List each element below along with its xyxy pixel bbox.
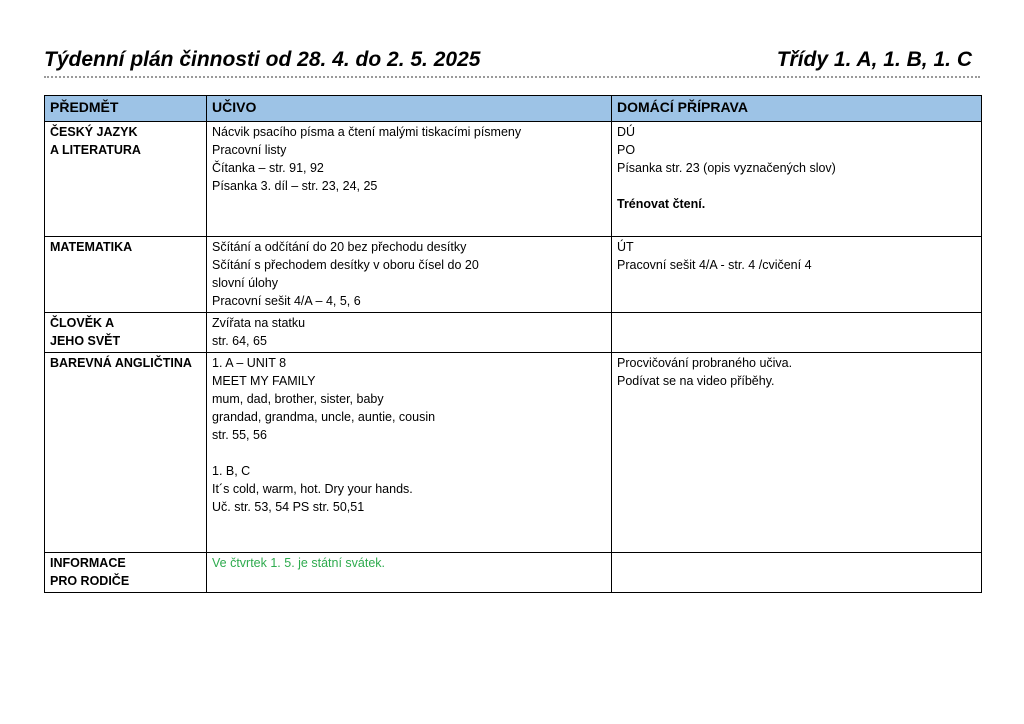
subject-cell [45, 237, 207, 313]
column-header-homework: DOMÁCÍ PŘÍPRAVA [612, 96, 982, 122]
curriculum-line: str. 55, 56 [212, 428, 267, 442]
curriculum-cell [207, 122, 612, 237]
homework-cell [612, 553, 982, 593]
homework-line: Trénovat čtení. [617, 197, 706, 211]
subject-line: ČLOVĚK A [50, 316, 115, 330]
subject-line: A LITERATURA [50, 143, 141, 157]
curriculum-line: Uč. str. 53, 54 PS str. 50,51 [212, 500, 365, 514]
curriculum-line: Písanka 3. díl – str. 23, 24, 25 [212, 179, 378, 193]
parents-note: Ve čtvrtek 1. 5. je státní svátek. [212, 556, 385, 570]
curriculum-line: Sčítání a odčítání do 20 bez přechodu desítky [212, 240, 467, 254]
subject-cell [45, 122, 207, 237]
homework-line [617, 177, 976, 195]
homework-cell [612, 122, 982, 237]
classes-label: Třídy 1. A, 1. B, 1. C [776, 48, 972, 71]
curriculum-line: Zvířata na statku [212, 316, 306, 330]
table-row [45, 313, 982, 353]
page-header [44, 46, 972, 74]
curriculum-line: 1. A – UNIT 8 [212, 356, 287, 370]
homework-cell [612, 353, 982, 553]
subject-line: ČESKÝ JAZYK [50, 125, 138, 139]
curriculum-line: Čítanka – str. 91, 92 [212, 161, 324, 175]
subject-cell [45, 313, 207, 353]
curriculum-line: Pracovní sešit 4/A – 4, 5, 6 [212, 294, 361, 308]
curriculum-line: Pracovní listy [212, 143, 287, 157]
curriculum-cell [207, 313, 612, 353]
table-row [45, 122, 982, 237]
homework-cell [612, 313, 982, 353]
homework-cell [612, 237, 982, 313]
homework-line: Písanka str. 23 (opis vyznačených slov) [617, 161, 836, 175]
curriculum-line: Sčítání s přechodem desítky v oboru čísel do 20 [212, 258, 479, 272]
table-header-row [45, 96, 982, 122]
table-row [45, 353, 982, 553]
homework-line: Procvičování probraného učiva. [617, 356, 793, 370]
curriculum-line: slovní úlohy [212, 276, 279, 290]
subject-line: PRO RODIČE [50, 574, 130, 588]
page-title: Týdenní plán činnosti od 28. 4. do 2. 5. 2025 [44, 48, 481, 71]
dotted-divider [44, 76, 980, 78]
curriculum-line: grandad, grandma, uncle, auntie, cousin [212, 410, 436, 424]
curriculum-line: str. 64, 65 [212, 334, 267, 348]
table-row [45, 553, 982, 593]
curriculum-line: Nácvik psacího písma a čtení malými tiskacími písmeny [212, 125, 522, 139]
subject-cell [45, 553, 207, 593]
subject-line: JEHO SVĚT [50, 334, 121, 348]
column-header-curriculum: UČIVO [207, 96, 612, 122]
weekly-plan-table [44, 95, 982, 593]
curriculum-cell [207, 553, 612, 593]
curriculum-line: It´s cold, warm, hot. Dry your hands. [212, 482, 413, 496]
curriculum-cell [207, 353, 612, 553]
curriculum-line: mum, dad, brother, sister, baby [212, 392, 384, 406]
homework-line: PO [617, 143, 636, 157]
curriculum-cell [207, 237, 612, 313]
homework-line: Pracovní sešit 4/A - str. 4 /cvičení 4 [617, 258, 812, 272]
subject-line: BAREVNÁ ANGLIČTINA [50, 356, 192, 370]
subject-cell [45, 353, 207, 553]
column-header-subject: PŘEDMĚT [45, 96, 207, 122]
homework-line: Podívat se na video příběhy. [617, 374, 775, 388]
curriculum-line [212, 444, 606, 462]
subject-line: INFORMACE [50, 556, 126, 570]
table-row [45, 237, 982, 313]
curriculum-line: 1. B, C [212, 464, 251, 478]
homework-line: ÚT [617, 240, 634, 254]
subject-line: MATEMATIKA [50, 240, 133, 254]
homework-line: DÚ [617, 125, 636, 139]
curriculum-line: MEET MY FAMILY [212, 374, 316, 388]
